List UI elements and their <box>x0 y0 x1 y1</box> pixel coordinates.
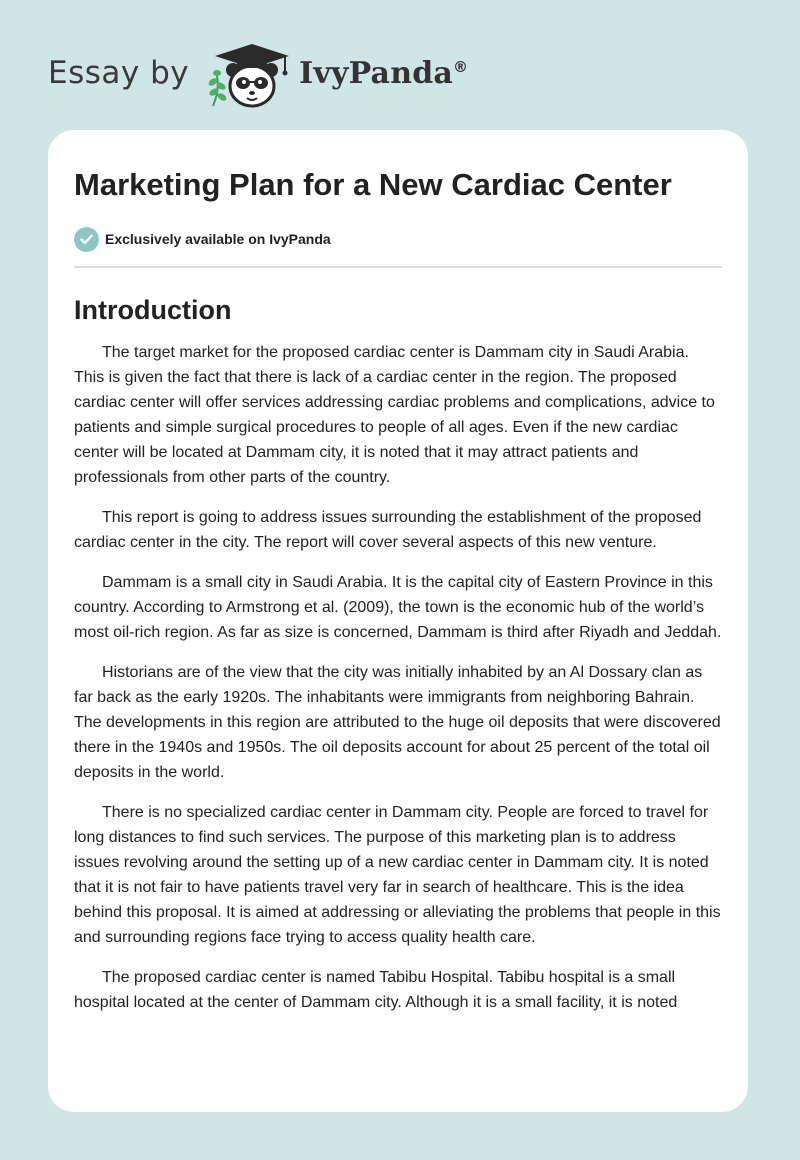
paragraph: The target market for the proposed cardiac center is Dammam city in Saudi Arabia. This is given the fact that there is lack of a cardiac center in the region. The proposed cardiac center will offer services addressing cardiac problems and complications, advice to patients and simple surgical procedures to people of all ages. Even if the new cardiac center will be located at Dammam city, it is noted that it may attract patients and professionals from other parts of the country. <box>74 344 715 486</box>
site-header <box>48 36 468 110</box>
paragraph: Historians are of the view that the city was initially inhabited by an Al Dossary clan as far back as the early 1920s. The inhabitants were immigrants from neighboring Bahrain. The developments in this region are attributed to the huge oil deposits that were discovered there in the 1940s and 1950s. The oil deposits account for about 25 percent of the total oil deposits in the world. <box>74 664 721 781</box>
registered-mark: ® <box>453 57 469 76</box>
brand-logo-text[interactable] <box>299 56 468 91</box>
brand-name: IvyPanda <box>299 55 454 91</box>
article-card <box>48 130 748 1112</box>
exclusive-badge-label: Exclusively available on IvyPanda <box>105 231 331 247</box>
paragraph: This report is going to address issues surrounding the establishment of the proposed cardiac center in the city. The report will cover several aspects of this new venture. <box>74 509 702 551</box>
paragraph: The proposed cardiac center is named Tabibu Hospital. Tabibu hospital is a small hospital located at the center of Dammam city. Although it is a small facility, it is noted <box>74 969 678 1011</box>
exclusive-badge <box>74 226 722 252</box>
essay-by-label: Essay by <box>48 55 190 91</box>
section-heading: Introduction <box>74 295 232 325</box>
article-body <box>74 340 722 1015</box>
paragraph: Dammam is a small city in Saudi Arabia. It is the capital city of Eastern Province in this country. According to Armstrong et al. (2009), the town is the economic hub of the world’s most oil-rich region. As far as size is concerned, Dammam is third after Riyadh and Jeddah. <box>74 574 722 641</box>
page-title: Marketing Plan for a New Cardiac Center <box>74 167 672 202</box>
check-circle-icon <box>74 227 99 252</box>
divider <box>74 266 722 268</box>
paragraph: There is no specialized cardiac center in Dammam city. People are forced to travel for long distances to find such services. The purpose of this marketing plan is to address issues revolving around the setting up of a new cardiac center in Dammam city. It is noted that it is not fair to have patients travel very far in search of healthcare. This is the idea behind this proposal. It is aimed at addressing or alleviating the problems that people in this and surrounding regions face trying to access quality health care. <box>74 804 721 946</box>
panda-graduate-icon[interactable] <box>205 36 297 110</box>
